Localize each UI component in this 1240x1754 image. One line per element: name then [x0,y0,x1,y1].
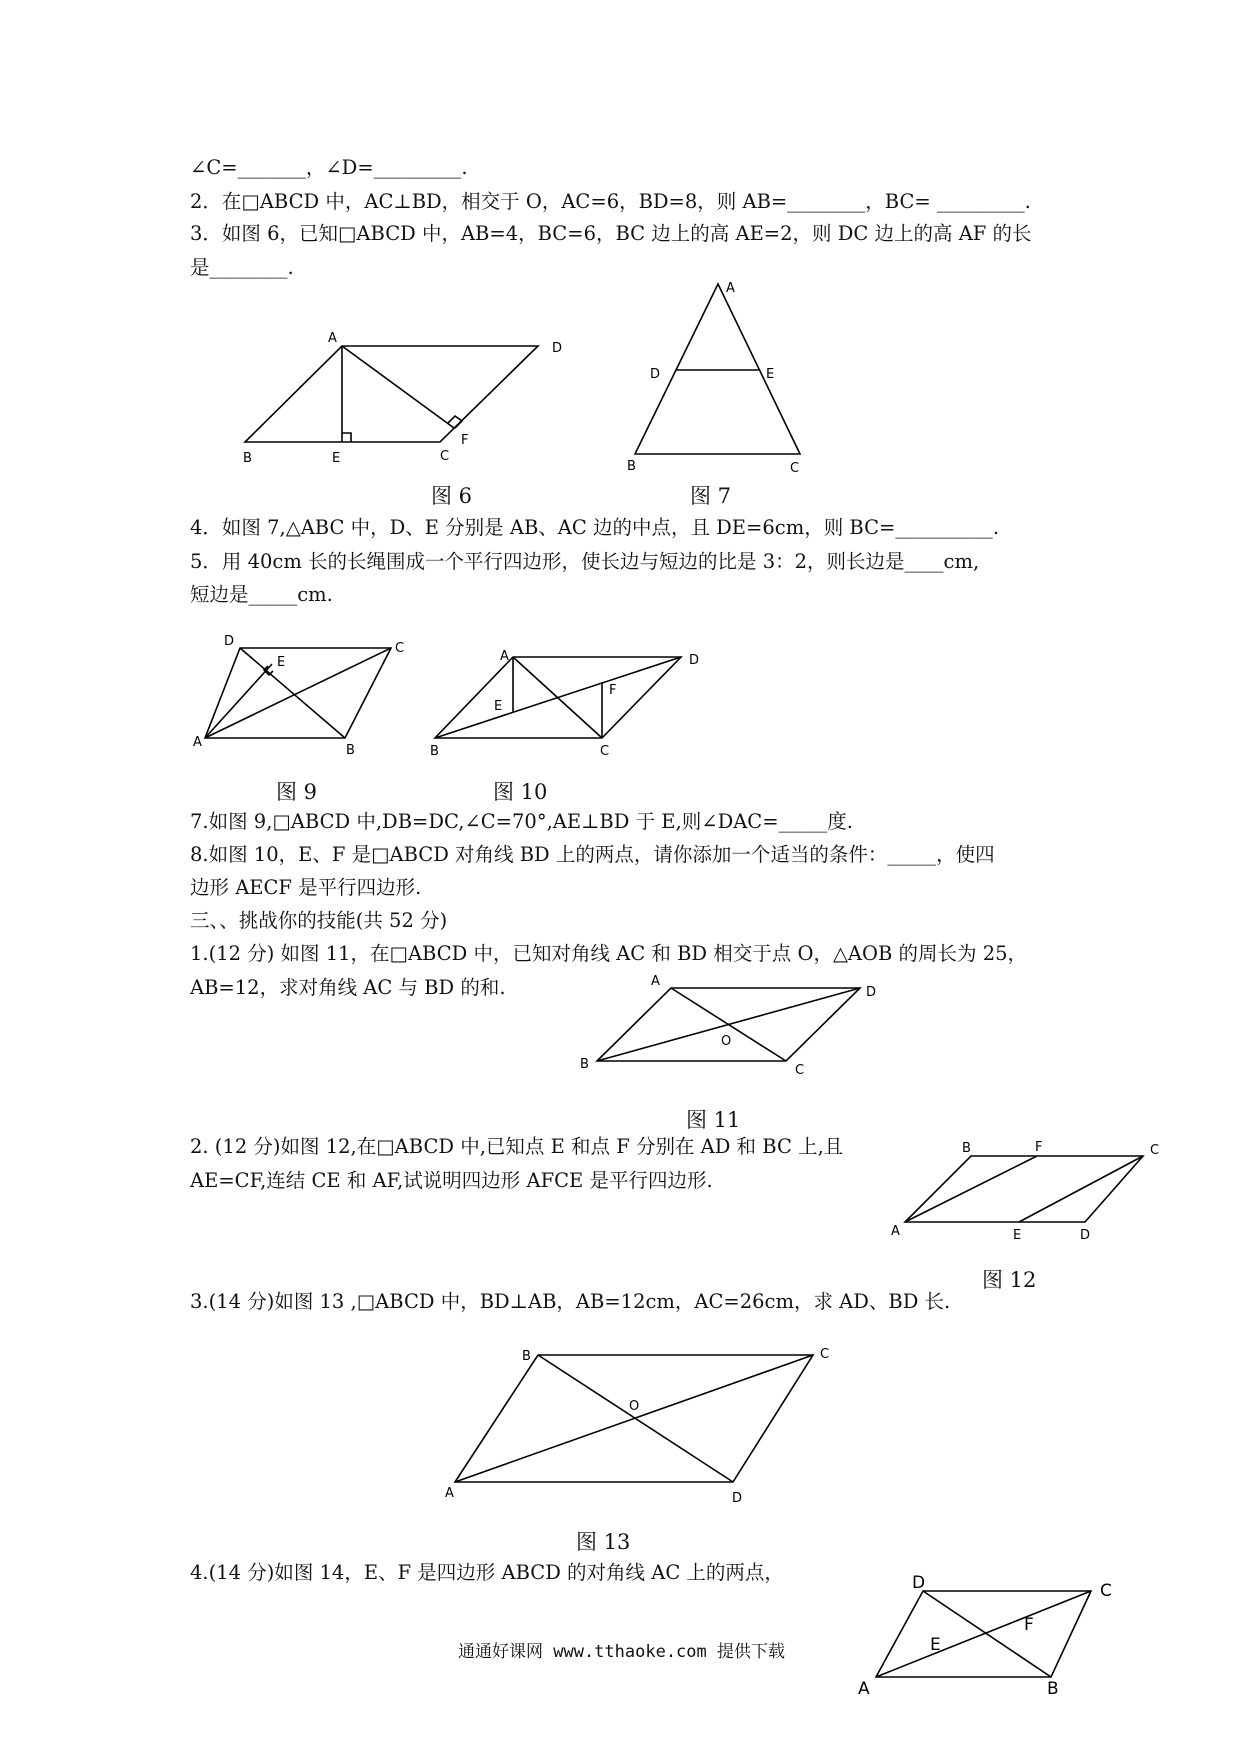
text-line: ∠C=_______，∠D=_________. [190,156,468,179]
text-line: 3．如图 6，已知□ABCD 中，AB=4，BC=6，BC 边上的高 AE=2，则 DC 边上的高 AF 的长 [190,222,1032,245]
fig14-label-c: C [1100,1581,1112,1601]
fig11-label-a: A [651,974,660,989]
text-line: AE=CF,连结 CE 和 AF,试说明四边形 AFCE 是平行四边形. [190,1169,713,1192]
text-line: 7.如图 9,□ABCD 中,DB=DC,∠C=70°,AE⊥BD 于 E,则∠DAC=_____度. [190,810,853,833]
caption-fig11: 图 11 [686,1108,741,1132]
text-line: 8.如图 10，E、F 是□ABCD 对角线 BD 上的两点，请你添加一个适当的条件：_____，使四 [190,843,995,866]
caption-fig13: 图 13 [576,1530,631,1554]
fig6-label-f: F [461,433,469,448]
fig14-label-b: B [1047,1679,1059,1699]
fig13-label-o: O [629,1399,640,1414]
text-line: AB=12，求对角线 AC 与 BD 的和. [190,976,506,999]
fig11-label-b: B [580,1057,589,1072]
fig13-label-d: D [732,1491,743,1506]
fig9-label-a: A [193,735,202,750]
section-heading: 三、、挑战你的技能(共 52 分) [190,909,448,932]
fig12-label-d: D [1080,1228,1091,1243]
fig10-label-f: F [609,683,617,698]
fig13-label-a: A [445,1486,454,1501]
fig11-label-c: C [795,1063,805,1078]
text-line: 4.(14 分)如图 14，E、F 是四边形 ABCD 的对角线 AC 上的两点， [190,1561,784,1584]
caption-fig7: 图 7 [690,484,732,508]
fig12-label-b: B [962,1141,971,1156]
text-line: 1.(12 分) 如图 11，在□ABCD 中，已知对角线 AC 和 BD 相交于点 O，△AOB 的周长为 25， [190,942,1028,965]
fig12-label-e: E [1013,1228,1022,1243]
caption-fig12: 图 12 [982,1268,1037,1292]
fig10-label-b: B [430,744,439,759]
fig14-label-a: A [858,1679,870,1699]
fig6-label-c: C [440,449,450,464]
text-line: 2．在□ABCD 中，AC⊥BD，相交于 O，AC=6，BD=8，则 AB=________，BC= _________. [190,190,1031,213]
fig10-label-d: D [689,653,700,668]
fig6-label-d: D [552,341,563,356]
text-line: 边形 AECF 是平行四边形. [190,876,422,899]
fig6-label-b: B [243,451,252,466]
text-line: 5．用 40cm 长的长绳围成一个平行四边形，使长边与短边的比是 3：2，则长边是____cm, [190,550,980,573]
fig12-label-a: A [891,1224,900,1239]
text-line: 短边是_____cm. [190,583,333,606]
fig10-label-c: C [600,744,610,759]
fig9-label-d: D [224,634,235,649]
text-line: 是________. [190,256,294,279]
fig11-label-d: D [866,985,877,1000]
fig9-label-c: C [395,641,405,656]
fig6-label-a: A [328,331,337,346]
fig14-label-d: D [912,1573,926,1593]
text-line: 4．如图 7,△ABC 中，D、E 分别是 AB、AC 边的中点，且 DE=6cm，则 BC=__________. [190,516,1000,539]
fig9-label-b: B [346,743,355,758]
fig14-label-f: F [1024,1615,1034,1635]
fig12-label-c: C [1150,1143,1160,1158]
fig7-label-c: C [790,461,800,476]
text-line: 3.(14 分)如图 13 ,□ABCD 中，BD⊥AB，AB=12cm，AC=26cm，求 AD、BD 长. [190,1290,951,1313]
fig7-label-e: E [766,367,775,382]
fig7-label-a: A [726,281,735,296]
fig7-label-d: D [650,367,661,382]
fig9-label-e: E [277,655,286,670]
page-footer: 通通好课网 www.tthaoke.com 提供下载 [458,1642,785,1662]
caption-fig10: 图 10 [493,780,548,804]
fig12-label-f: F [1035,1140,1043,1155]
fig11-label-o: O [721,1034,732,1049]
caption-fig9: 图 9 [276,780,318,804]
text-line: 2. (12 分)如图 12,在□ABCD 中,已知点 E 和点 F 分别在 AD 和 BC 上,且 [190,1135,844,1158]
fig13-label-b: B [522,1349,531,1364]
fig10-label-e: E [494,699,503,714]
fig6-label-e: E [332,451,341,466]
fig10-label-a: A [500,649,509,664]
fig7-label-b: B [627,459,636,474]
fig13-label-c: C [820,1347,830,1362]
fig14-label-e: E [930,1635,941,1655]
caption-fig6: 图 6 [431,484,473,508]
